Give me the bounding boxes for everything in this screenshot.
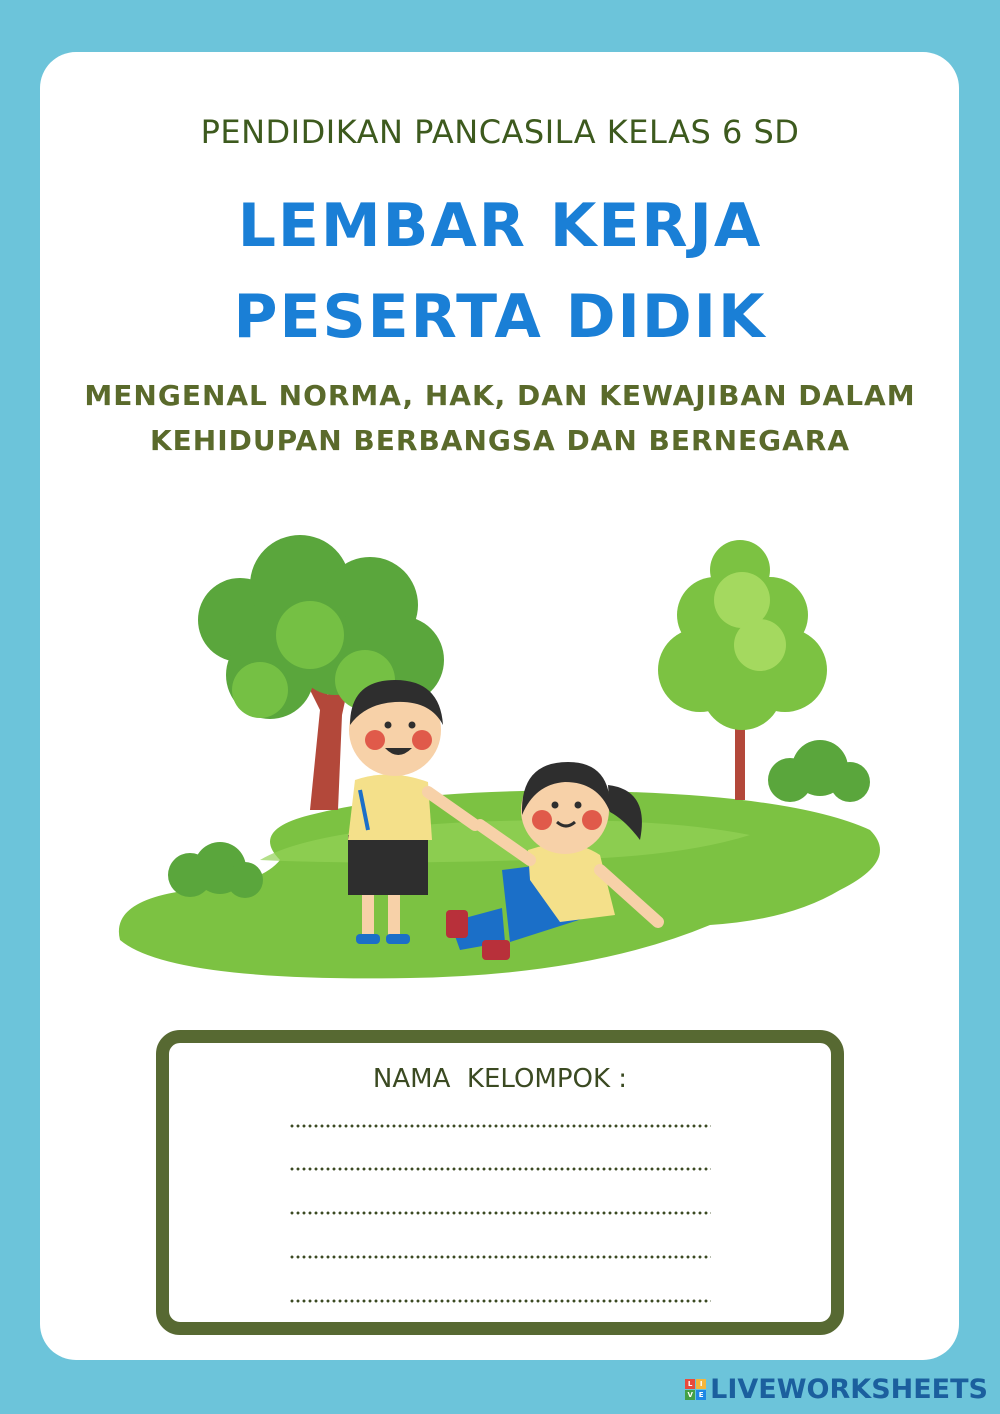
topic-line-2: KEHIDUPAN BERBANGSA DAN BERNEGARA <box>149 424 851 457</box>
group-name-line-1[interactable] <box>289 1124 711 1128</box>
brand-name: LIVEWORKSHEETS <box>710 1373 988 1405</box>
group-name-line-5[interactable] <box>289 1299 711 1303</box>
logo-letter-l: L <box>685 1379 695 1389</box>
logo-letter-v: V <box>685 1390 695 1400</box>
left-bush <box>168 842 263 898</box>
title-line-1: LEMBAR KERJA <box>237 191 763 261</box>
right-bush <box>768 740 870 802</box>
logo-letter-i: I <box>696 1379 706 1389</box>
children-park-illustration <box>110 530 890 990</box>
topic-line-1: MENGENAL NORMA, HAK, DAN KEWAJIBAN DALAM <box>84 379 916 412</box>
liveworksheets-logo-icon <box>685 1379 706 1400</box>
title-line-2: PESERTA DIDIK <box>233 282 767 352</box>
group-name-label: NAMA KELOMPOK : <box>372 1064 628 1094</box>
group-name-line-4[interactable] <box>289 1255 711 1259</box>
subject-heading: PENDIDIKAN PANCASILA KELAS 6 SD <box>200 113 800 151</box>
logo-letter-e: E <box>696 1390 706 1400</box>
group-name-line-3[interactable] <box>289 1211 711 1215</box>
liveworksheets-brand <box>685 1372 988 1406</box>
group-name-line-2[interactable] <box>289 1167 711 1171</box>
